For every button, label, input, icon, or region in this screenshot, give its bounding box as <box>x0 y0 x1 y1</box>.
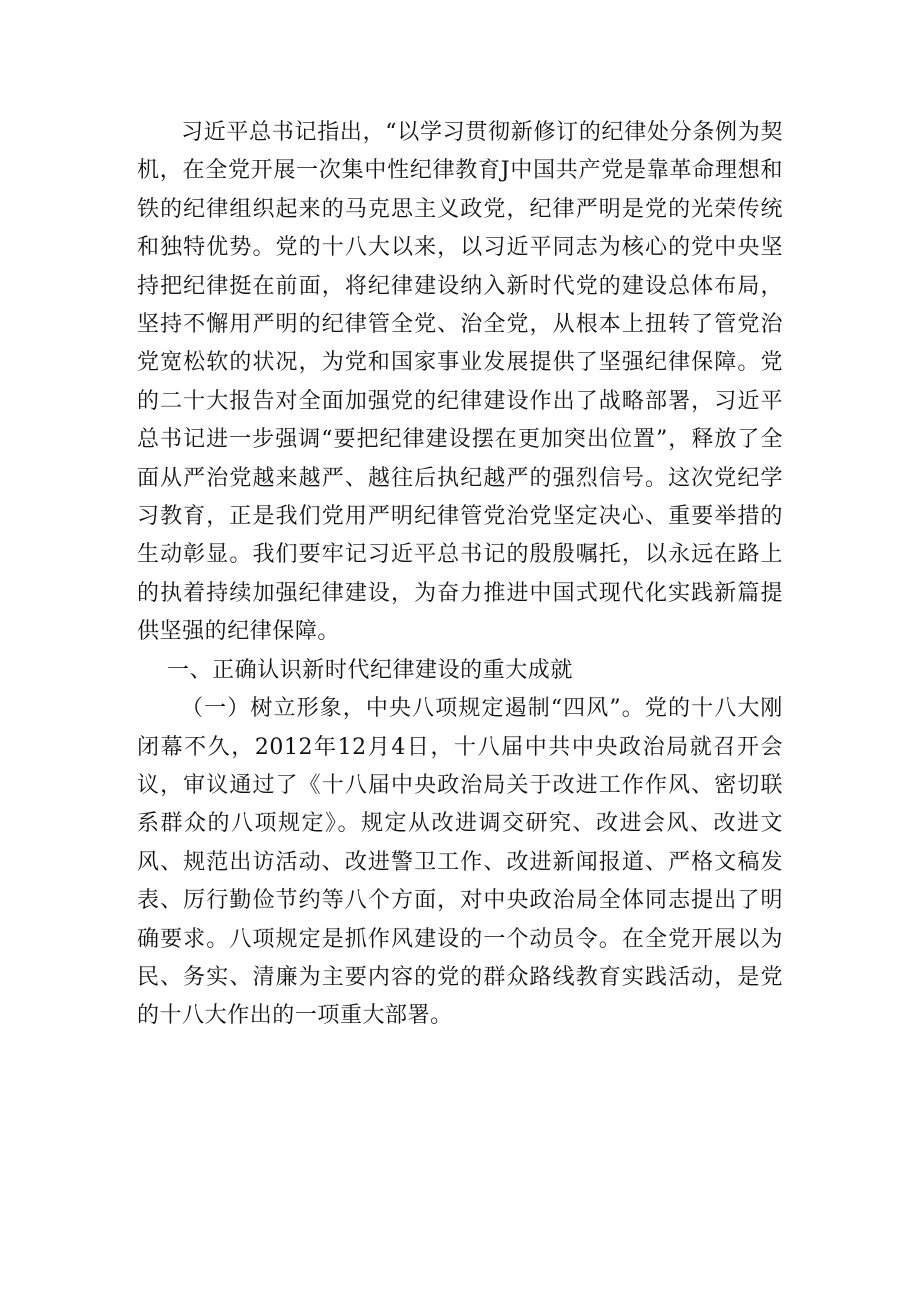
document-body <box>137 114 783 1036</box>
intro-paragraph: 习近平总书记指出，“以学习贯彻新修订的纪律处分条例为契机，在全党开展一次集中性纪律教育J中国共产党是靠革命理想和铁的纪律组织起来的马克思主义政党，纪律严明是党的光荣传统和独特优势。党的十八大以来，以习近平同志为核心的党中央坚持把纪律挺在前面，将纪律建设纳入新时代党的建设总体布局，坚持不懈用严明的纪律管全党、治全党，从根本上扭转了管党治党宽松软的状况，为党和国家事业发展提供了坚强纪律保障。党的二十大报告对全面加强党的纪律建设作出了战略部署，习近平总书记进一步强调“要把纪律建设摆在更加突出位置”，释放了全面从严治党越来越严、越往后执纪越严的强烈信号。这次党纪学习教育，正是我们党用严明纪律管党治党坚定决心、重要举措的生动彰显。我们要牢记习近平总书记的殷殷嘱托，以永远在路上的执着持续加强纪律建设，为奋力推进中国式现代化实践新篇提供坚强的纪律保障。 <box>137 120 783 645</box>
section-heading: 一、正确认识新时代纪律建设的重大成就 <box>167 657 573 683</box>
subsection-paragraph: （一）树立形象，中央八项规定遏制“四风”。党的十八大刚闭幕不久，2012年12月4日，十八届中共中央政治局就召开会议，审议通过了《十八届中央政治局关于改进工作作风、密切联系群众的八项规定》。规定从改进调交研究、改进会风、改进文风、规范出访活动、改进警卫工作、改进新闻报道、严格文稿发表、厉行勤俭节约等八个方面，对中央政治局全体同志提出了明确要求。八项规定是抓作风建设的一个动员令。在全党开展以为民、务实、清廉为主要内容的党的群众路线教育实践活动，是党的十八大作出的一项重大部署。 <box>137 696 783 1029</box>
